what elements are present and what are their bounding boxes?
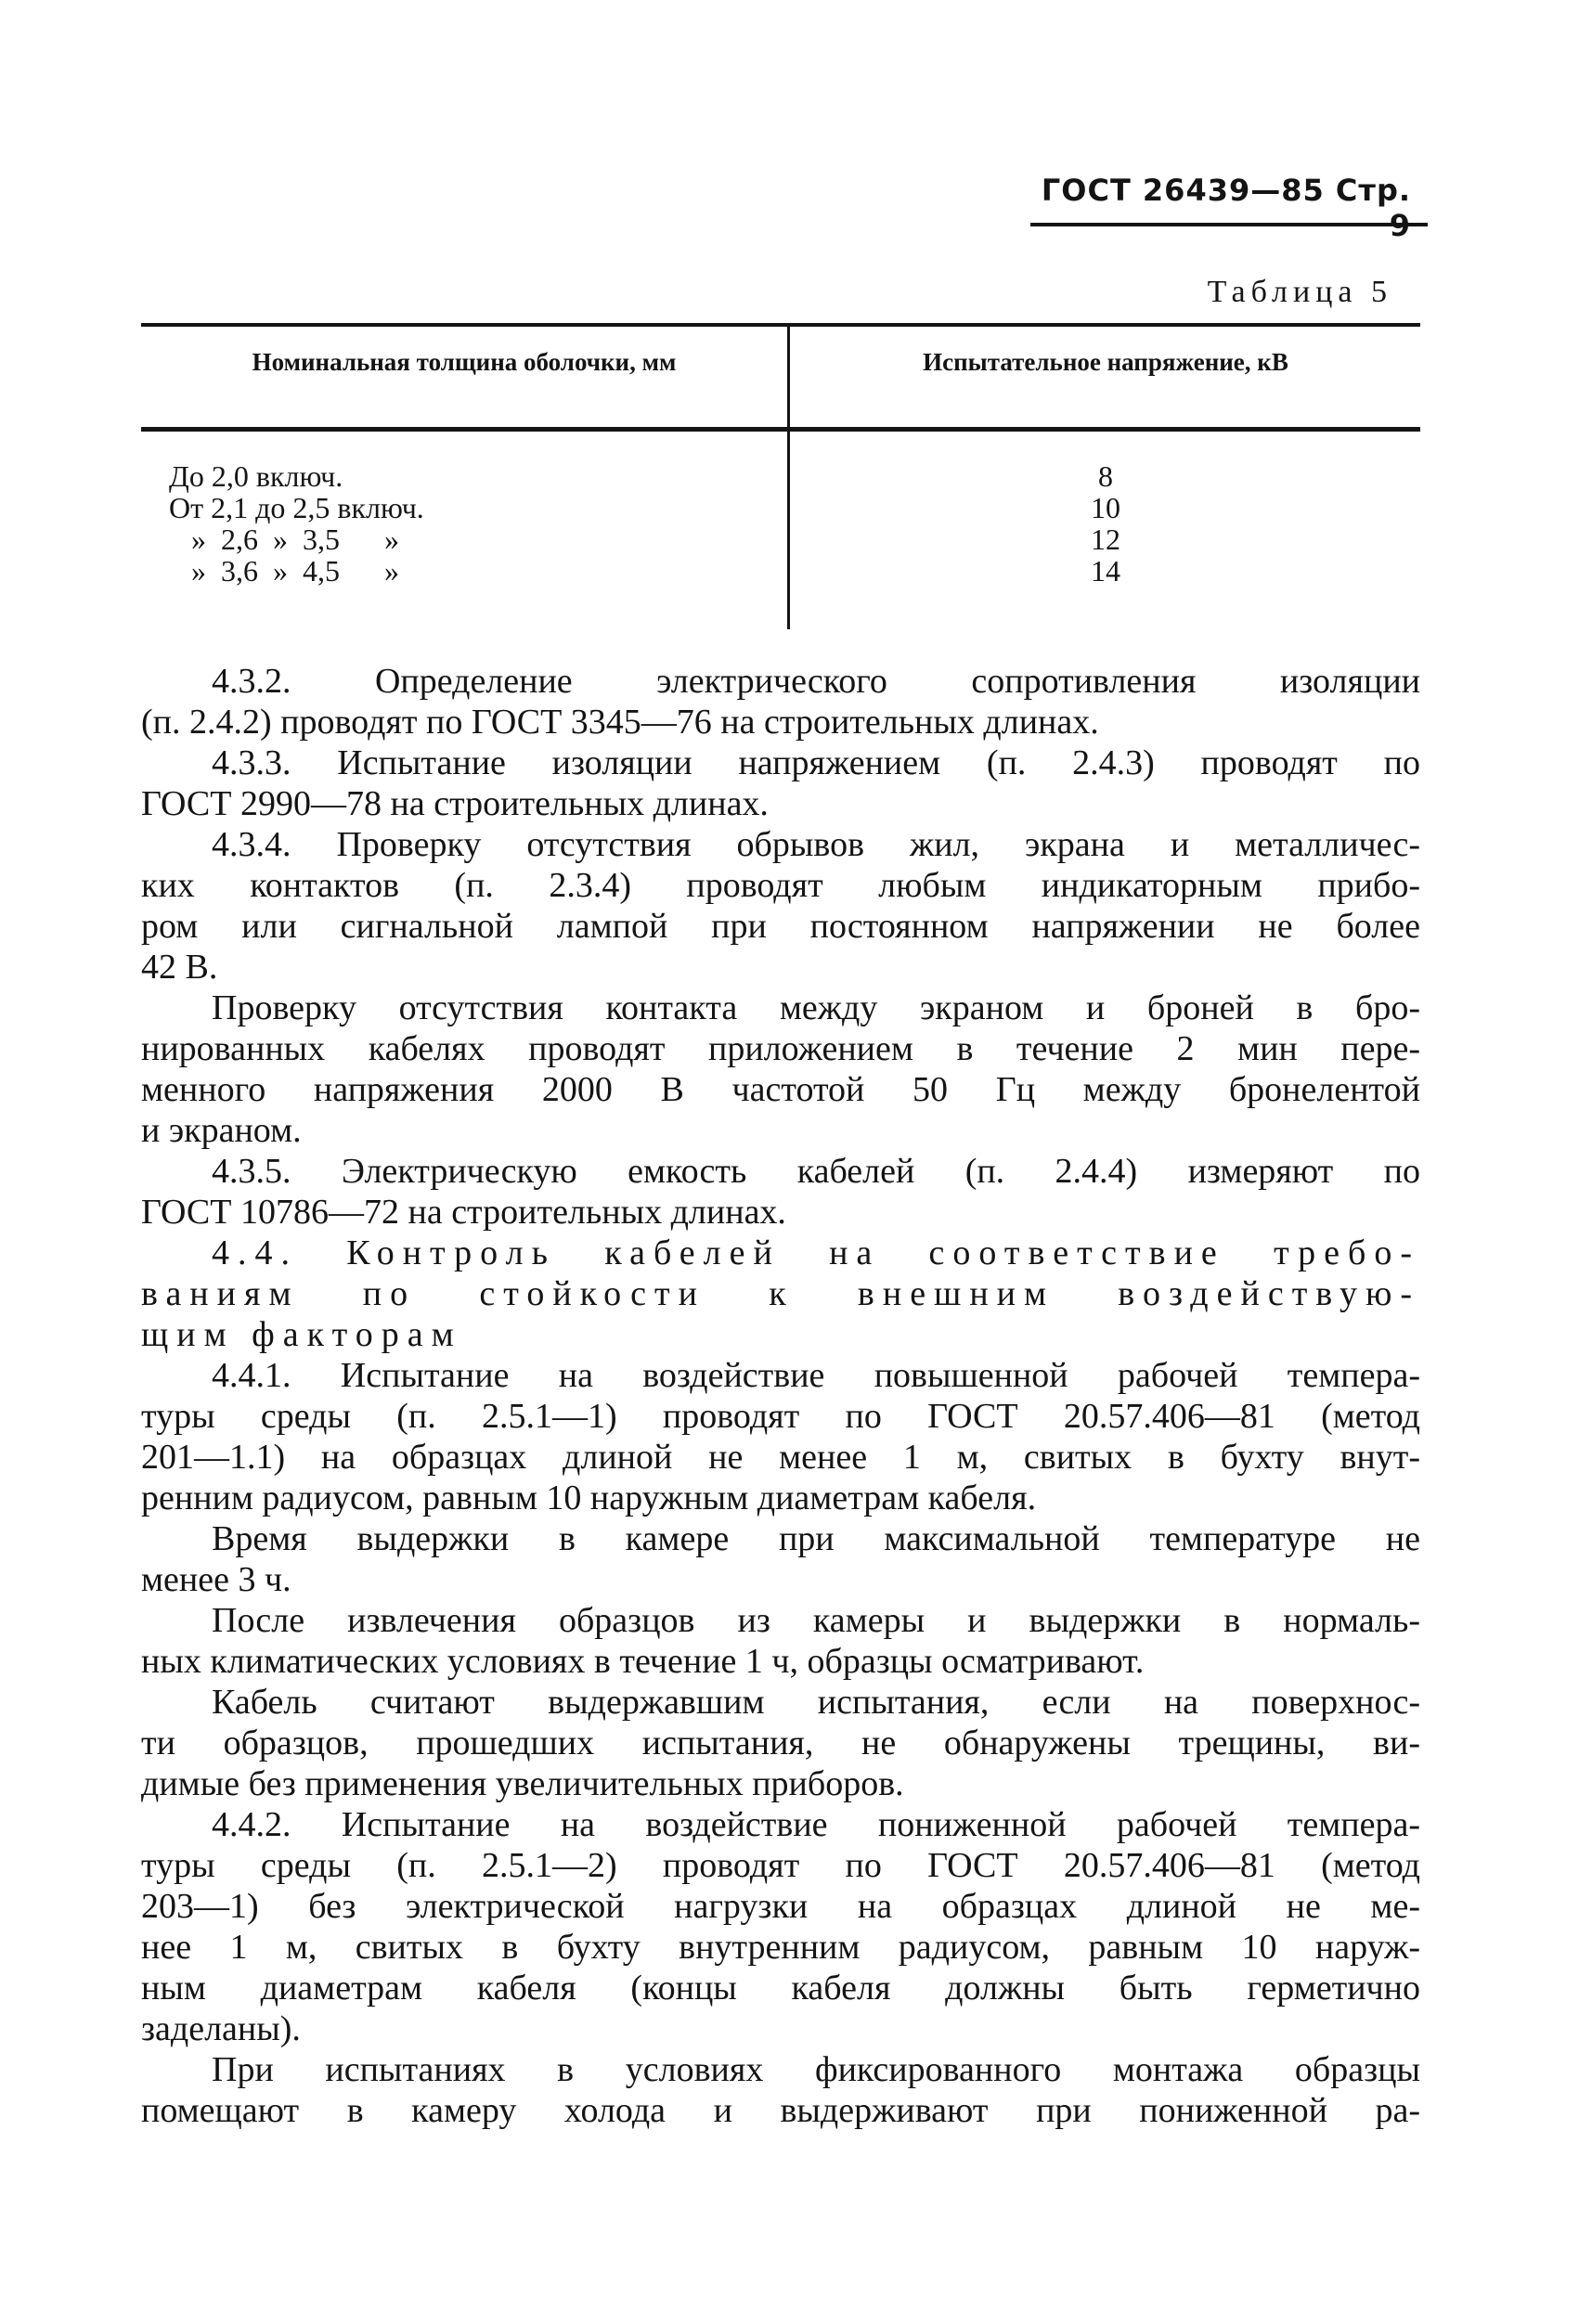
text-line: ром или сигнальной лампой при постоянном напряжении не более (141, 907, 1420, 946)
text-line: 4.4. Контроль кабелей на соответствие требо- (212, 1233, 1420, 1272)
header-rule (1030, 223, 1428, 226)
table-label: Таблица 5 (1207, 275, 1392, 309)
text-line: Проверку отсутствия контакта между экраном и броней в бро- (212, 988, 1420, 1027)
text-line: ГОСТ 2990—78 на строительных длинах. (141, 784, 769, 823)
text-line: При испытаниях в условиях фиксированного монтажа образцы (212, 2050, 1420, 2089)
text-line: ным диаметрам кабеля (концы кабеля должны быть герметично (141, 1969, 1420, 2008)
table-cell-thickness: От 2,1 до 2,5 включ. (169, 491, 424, 524)
text-line: ГОСТ 10786—72 на строительных длинах. (141, 1193, 786, 1232)
text-line: 42 В. (141, 948, 218, 987)
text-line: 4.4.1. Испытание на воздействие повышенной рабочей темпера- (212, 1356, 1420, 1395)
text-line: 4.3.4. Проверку отсутствия обрывов жил, экрана и металличес- (212, 825, 1420, 864)
text-line: нее 1 м, свитых в бухту внутренним радиусом, равным 10 наруж- (141, 1928, 1420, 1967)
text-line: щим факторам (141, 1315, 462, 1354)
column-header-thickness: Номинальная толщина оболочки, мм (252, 348, 677, 376)
table-cell-voltage: 10 (1091, 491, 1120, 524)
text-line: и экраном. (141, 1111, 302, 1150)
text-line: Кабель считают выдержавшим испытания, если на поверхнос- (212, 1683, 1420, 1722)
table-cell-voltage: 14 (1091, 554, 1120, 587)
text-line: помещают в камеру холода и выдерживают при пониженной ра- (141, 2091, 1420, 2130)
voltage-table (141, 323, 1420, 629)
text-line: ренним радиусом, равным 10 наружным диаметрам кабеля. (141, 1478, 1037, 1517)
table-top-rule (141, 323, 1420, 327)
text-line: ваниям по стойкости к внешним воздействую- (141, 1274, 1420, 1313)
text-line: 201—1.1) на образцах длиной не менее 1 м, свитых в бухту внут- (141, 1438, 1420, 1477)
text-line: ких контактов (п. 2.3.4) проводят любым индикаторным прибо- (141, 866, 1420, 905)
text-line: ных климатических условиях в течение 1 ч, образцы осматривают. (141, 1642, 1145, 1681)
table-cell-thickness: » 2,6 » 3,5 » (169, 523, 399, 556)
text-line: 203—1) без электрической нагрузки на образцах длиной не ме- (141, 1887, 1420, 1926)
table-cell-voltage: 12 (1091, 523, 1120, 556)
text-line: нированных кабелях проводят приложением в течение 2 мин пере- (141, 1029, 1420, 1068)
text-line: ти образцов, прошедших испытания, не обнаружены трещины, ви- (141, 1724, 1420, 1762)
text-line: менного напряжения 2000 В частотой 50 Гц между бронелентой (141, 1070, 1420, 1109)
body-text (141, 661, 1420, 2131)
text-line: 4.3.3. Испытание изоляции напряжением (п. 2.4.3) проводят по (212, 743, 1420, 782)
table-cell-voltage: 8 (1098, 459, 1113, 493)
text-line: менее 3 ч. (141, 1560, 291, 1599)
text-line: После извлечения образцов из камеры и выдержки в нормаль- (212, 1601, 1420, 1640)
text-line: (п. 2.4.2) проводят по ГОСТ 3345—76 на строительных длинах. (141, 703, 1099, 742)
voltage-column (791, 460, 1420, 587)
text-line: заделаны). (141, 2009, 301, 2048)
page-header: ГОСТ 26439—85 Стр. 9 (1041, 173, 1411, 243)
thickness-column (169, 460, 782, 587)
text-line: димые без применения увеличительных приборов. (141, 1764, 904, 1803)
text-line: 4.3.2. Определение электрического сопротивления изоляции (212, 662, 1420, 701)
table-column-divider (787, 325, 790, 629)
text-line: туры среды (п. 2.5.1—2) проводят по ГОСТ 20.57.406—81 (метод (141, 1846, 1420, 1885)
text-line: 4.3.5. Электрическую емкость кабелей (п. 2.4.4) измеряют по (212, 1152, 1420, 1191)
table-header-rule (141, 427, 1420, 432)
table-cell-thickness: До 2,0 включ. (169, 459, 343, 493)
table-cell-thickness: » 3,6 » 4,5 » (169, 554, 399, 587)
text-line: Время выдержки в камере при максимальной температуре не (212, 1519, 1420, 1558)
text-line: 4.4.2. Испытание на воздействие пониженной рабочей темпера- (212, 1805, 1420, 1844)
text-line: туры среды (п. 2.5.1—1) проводят по ГОСТ 20.57.406—81 (метод (141, 1397, 1420, 1436)
column-header-voltage: Испытательное напряжение, кВ (923, 348, 1288, 376)
